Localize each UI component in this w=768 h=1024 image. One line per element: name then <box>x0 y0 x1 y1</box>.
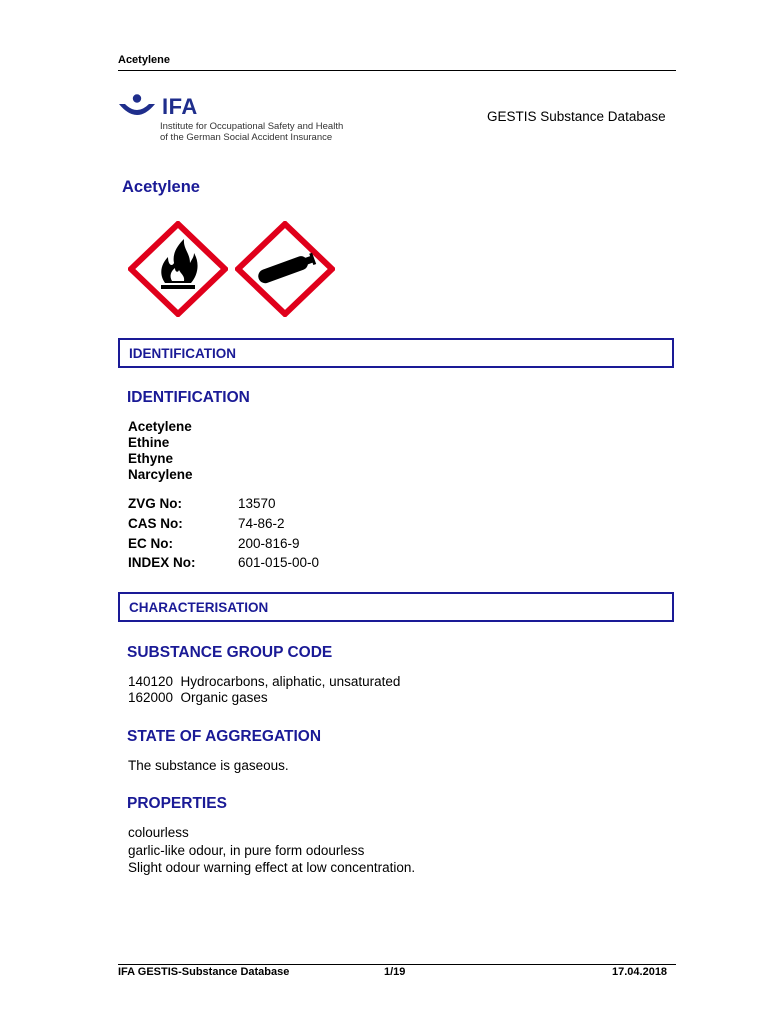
logo-line-1: Institute for Occupational Safety and Health <box>160 121 344 132</box>
group-code-heading: SUBSTANCE GROUP CODE <box>127 644 333 661</box>
header-rule <box>118 70 676 71</box>
aggregation-heading: STATE OF AGGREGATION <box>127 728 322 745</box>
zvg-label: ZVG No: <box>128 496 182 511</box>
property-item: garlic-like odour, in pure form odourless <box>128 843 365 858</box>
identification-box-label: IDENTIFICATION <box>129 346 236 361</box>
logo-acronym: IFA <box>162 94 198 119</box>
index-label: INDEX No: <box>128 555 196 570</box>
identification-section-box <box>118 338 674 368</box>
identification-heading: IDENTIFICATION <box>127 389 250 406</box>
synonym-item: Narcylene <box>128 467 193 482</box>
logo-line-2: of the German Social Accident Insurance <box>160 132 333 143</box>
characterisation-section-box <box>118 592 674 622</box>
flame-pictogram-icon <box>128 221 228 317</box>
group-code-item: 162000 Organic gases <box>128 690 268 705</box>
aggregation-text: The substance is gaseous. <box>128 758 289 773</box>
ifa-logo-icon <box>118 94 158 122</box>
running-header: Acetylene <box>118 54 170 66</box>
footer-rule <box>118 964 676 965</box>
synonym-item: Acetylene <box>128 419 192 434</box>
properties-heading: PROPERTIES <box>127 795 227 812</box>
characterisation-box-label: CHARACTERISATION <box>129 600 269 615</box>
page-title: Acetylene <box>122 178 200 196</box>
database-title: GESTIS Substance Database <box>487 109 666 124</box>
ec-value: 200-816-9 <box>238 536 300 551</box>
gas-cylinder-pictogram-icon <box>235 221 335 317</box>
footer-page-number: 1/19 <box>384 966 406 978</box>
footer-database: IFA GESTIS-Substance Database <box>118 966 290 978</box>
zvg-value: 13570 <box>238 496 276 511</box>
cas-value: 74-86-2 <box>238 516 285 531</box>
synonym-item: Ethine <box>128 435 170 450</box>
group-code-item: 140120 Hydrocarbons, aliphatic, unsaturated <box>128 674 401 689</box>
property-item: colourless <box>128 825 189 840</box>
index-value: 601-015-00-0 <box>238 555 320 570</box>
synonym-item: Ethyne <box>128 451 174 466</box>
cas-label: CAS No: <box>128 516 183 531</box>
property-item: Slight odour warning effect at low concentration. <box>128 860 416 875</box>
footer-date: 17.04.2018 <box>612 966 668 978</box>
ec-label: EC No: <box>128 536 173 551</box>
